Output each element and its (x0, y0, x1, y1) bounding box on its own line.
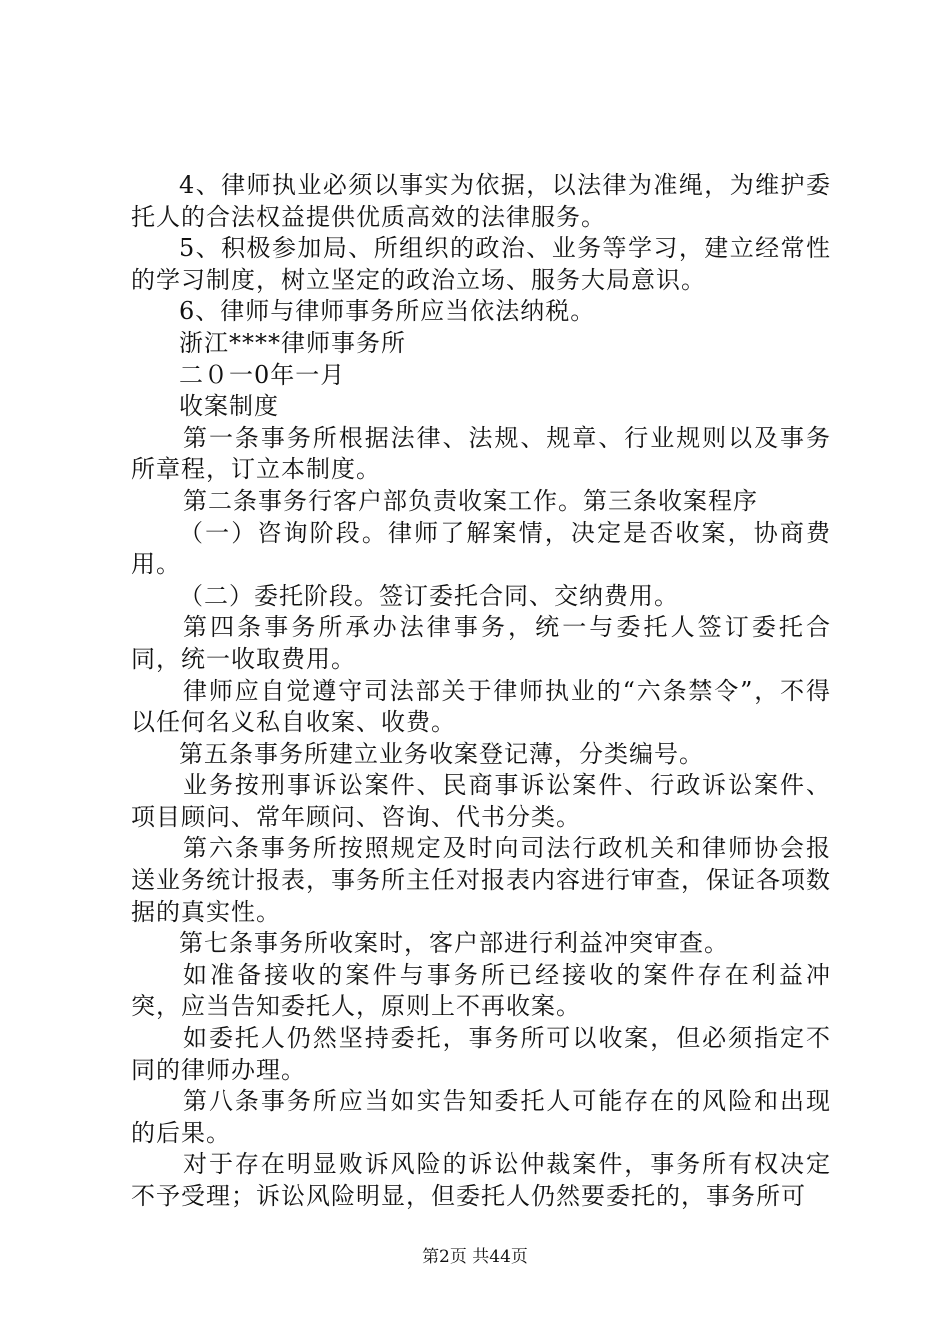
paragraph-article-4: 第四条事务所承办法律事务，统一与委托人签订委托合同，统一收取费用。 (131, 613, 831, 673)
paragraph-six-prohibitions: 律师应自觉遵守司法部关于律师执业的“六条禁令”，不得以任何名义私自收案、收费。 (131, 676, 831, 737)
paragraph-entrust-stage: （二）委托阶段。签订委托合同、交纳费用。 (179, 581, 679, 610)
paragraph-consult-stage: （一）咨询阶段。律师了解案情，决定是否收案，协商费用。 (131, 518, 831, 579)
section-title: 收案制度 (179, 392, 279, 421)
document-body (131, 170, 831, 1213)
document-date: 二０一0年一月 (179, 360, 346, 389)
paragraph-article-6: 第六条事务所按照规定及时向司法行政机关和律师协会报送业务统计报表，事务所主任对报表内容进行审查，保证各项数据的真实性。 (131, 834, 831, 926)
paragraph-rule-6: 6、律师与律师事务所应当依法纳税。 (179, 297, 596, 326)
paragraph-conflict-of-interest: 如准备接收的案件与事务所已经接收的案件存在利益冲突，应当告知委托人，原则上不再收案。 (131, 960, 831, 1021)
paragraph-litigation-risk: 对于存在明显败诉风险的诉讼仲裁案件，事务所有权决定不予受理；诉讼风险明显，但委托人仍然要委托的，事务所可 (131, 1150, 831, 1210)
paragraph-article-7: 第七条事务所收案时，客户部进行利益冲突审查。 (179, 929, 729, 958)
page-footer (0, 1242, 950, 1267)
paragraph-article-8: 第八条事务所应当如实告知委托人可能存在的风险和出现的后果。 (131, 1087, 831, 1147)
paragraph-article-5: 第五条事务所建立业务收案登记薄，分类编号。 (179, 739, 704, 768)
paragraph-case-categories: 业务按刑事诉讼案件、民商事诉讼案件、行政诉讼案件、项目顾问、常年顾问、咨询、代书分类。 (131, 771, 831, 831)
page-number-label: 第2页 共44页 (422, 1247, 528, 1267)
firm-name: 浙江****律师事务所 (179, 328, 406, 357)
paragraph-article-1: 第一条事务所根据法律、法规、规章、行业规则以及事务所章程，订立本制度。 (131, 423, 831, 484)
paragraph-rule-4: 4、律师执业必须以事实为依据，以法律为准绳，为维护委托人的合法权益提供优质高效的法律服务。 (131, 171, 831, 231)
paragraph-client-insists: 如委托人仍然坚持委托，事务所可以收案，但必须指定不同的律师办理。 (131, 1024, 831, 1084)
paragraph-article-2-3: 第二条事务行客户部负责收案工作。第三条收案程序 (183, 486, 758, 515)
paragraph-rule-5: 5、积极参加局、所组织的政治、业务等学习，建立经常性的学习制度，树立坚定的政治立场、服务大局意识。 (131, 234, 831, 294)
